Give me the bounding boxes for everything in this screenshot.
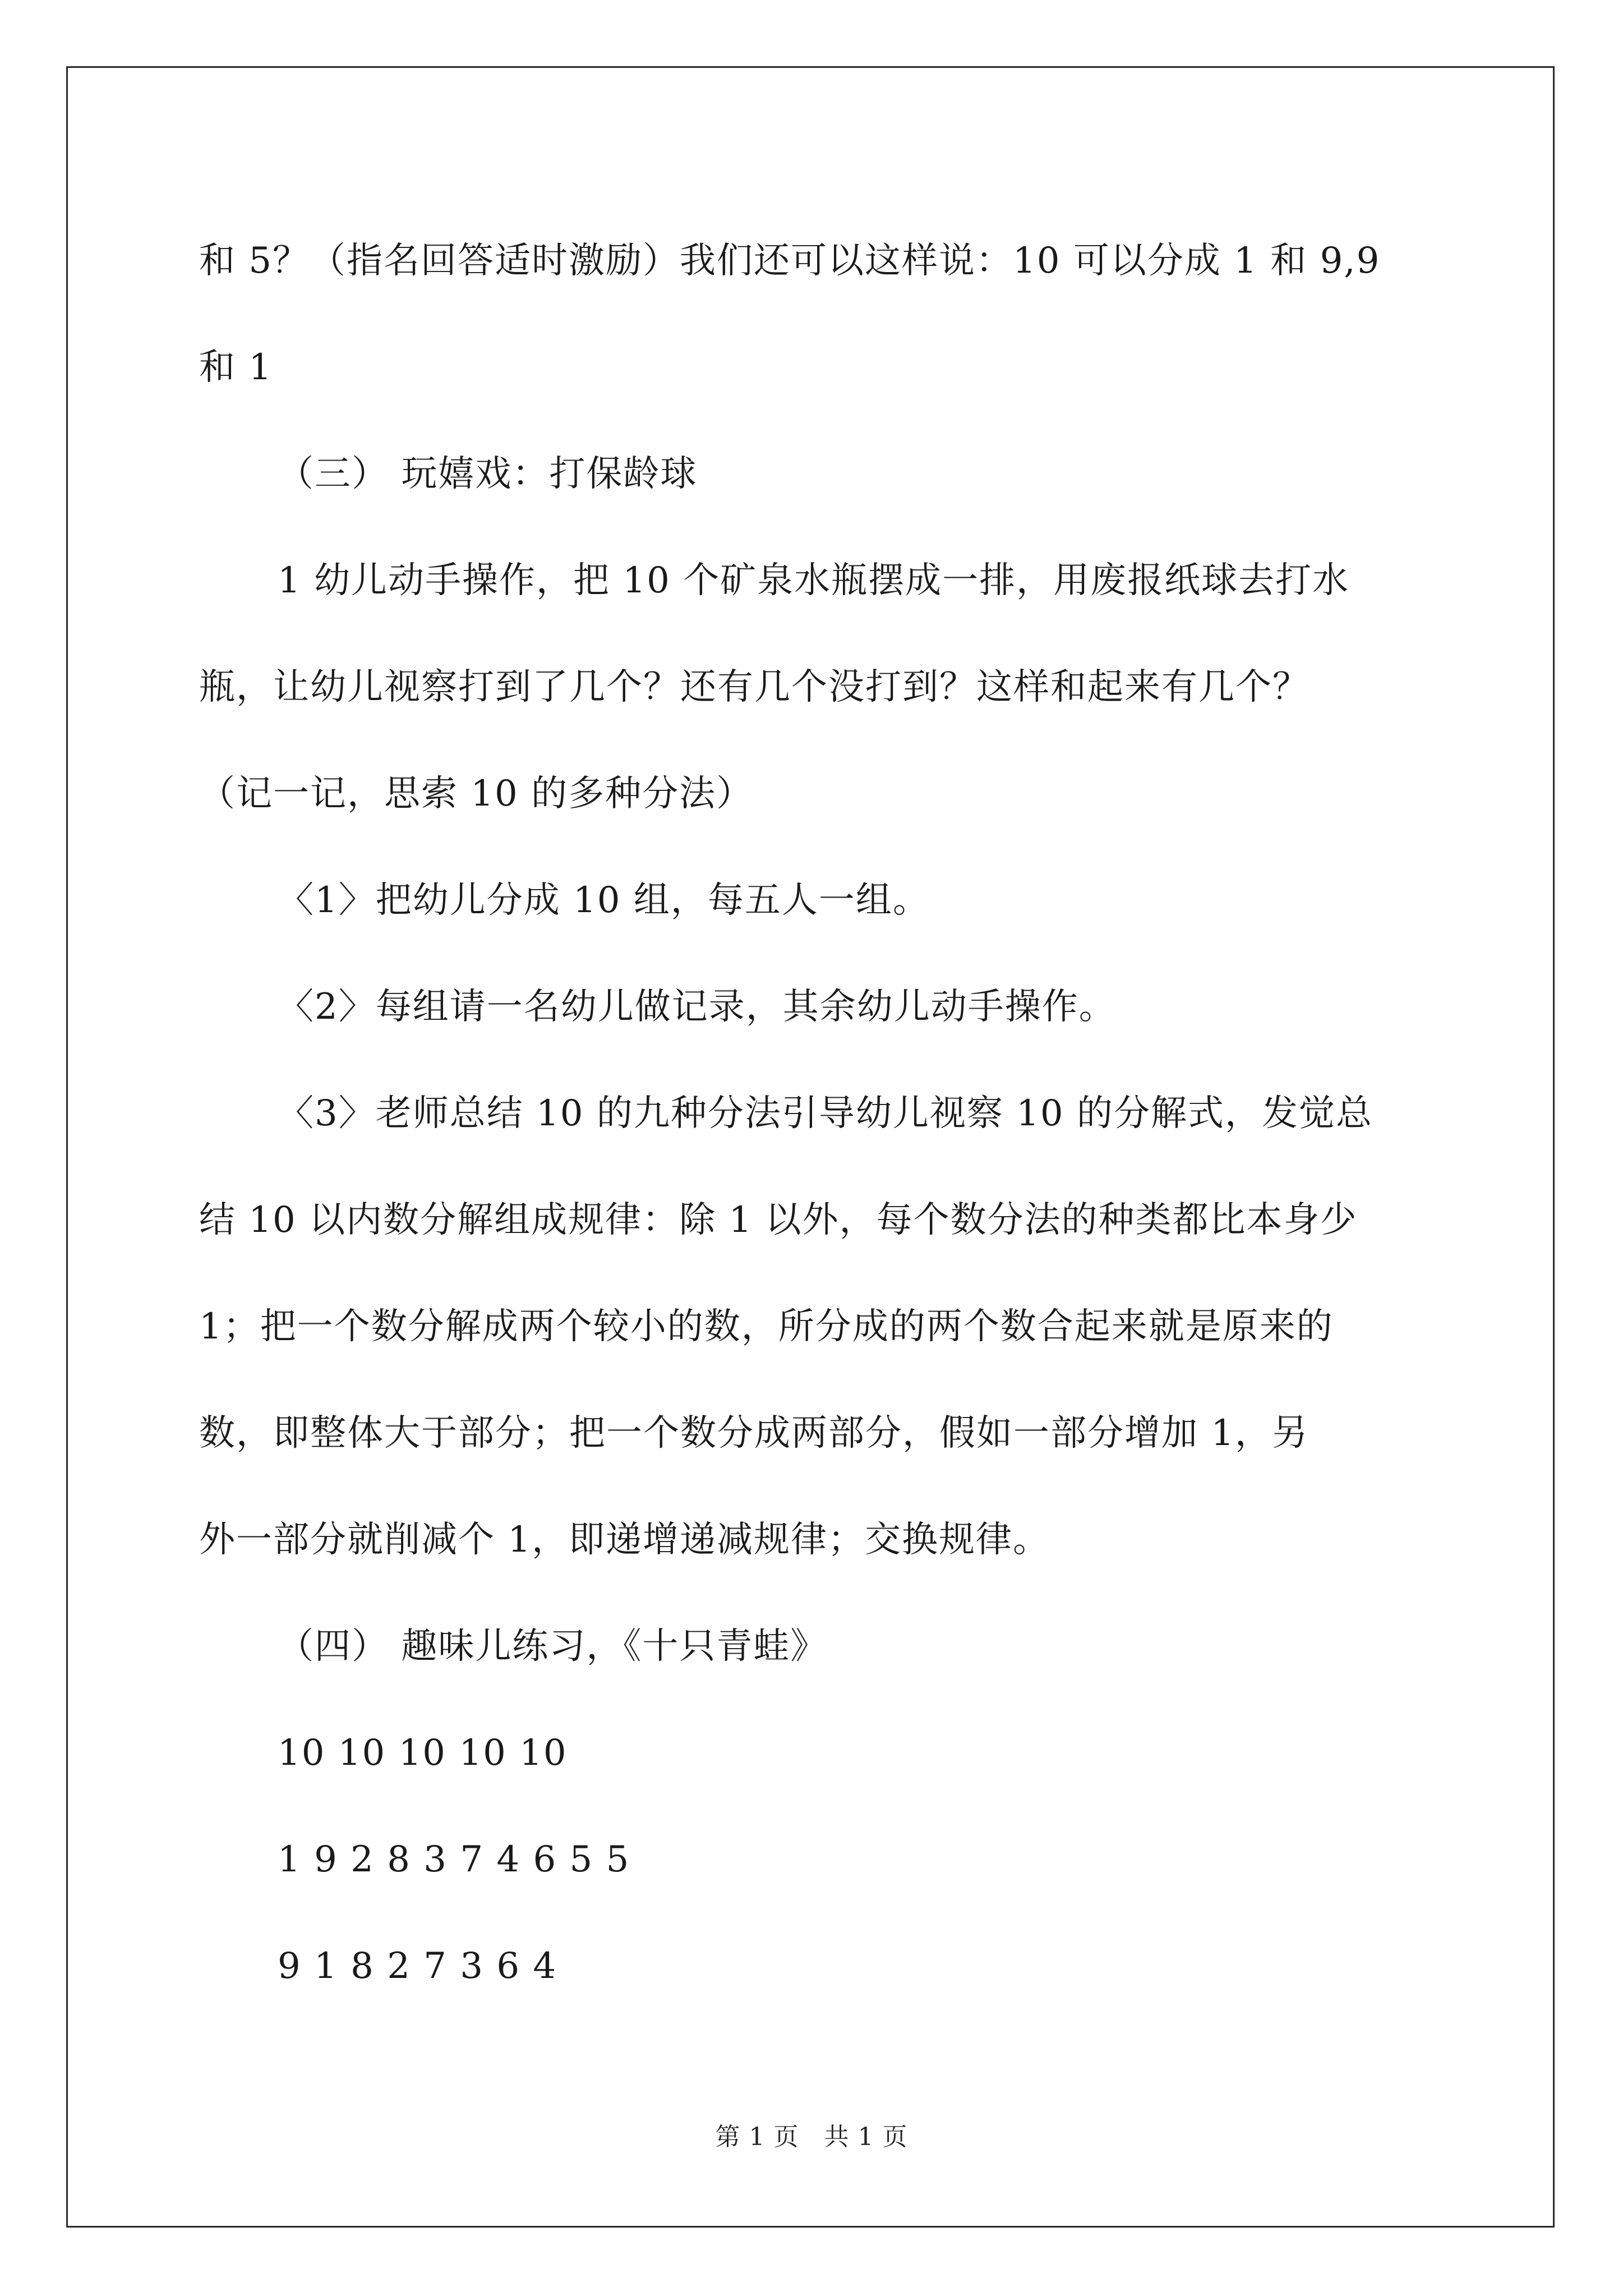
document-body [199,208,1450,2019]
text-line: （记一记，思索 10 的多种分法） [199,773,754,815]
number-row: 1 9 2 8 3 7 4 6 5 5 [278,1839,630,1880]
text-line: 1；把一个数分解成两个较小的数，所分成的两个数合起来就是原来的 [199,1306,1334,1347]
text-line: 和 5？（指名回答适时激励）我们还可以这样说：10 可以分成 1 和 9,9 [199,240,1381,282]
text-line: 1 幼儿动手操作，把 10 个矿泉水瓶摆成一排，用废报纸球去打水 [278,560,1350,601]
text-line: 和 1 [199,347,273,388]
section-heading: （四） 趣味儿练习，《十只青蛙》 [278,1626,828,1667]
text-line: 〈3〉老师总结 10 的九种分法引导幼儿视察 10 的分解式，发觉总 [278,1093,1373,1134]
section-heading: （三） 玩嬉戏：打保龄球 [278,453,698,495]
text-line: 外一部分就削减个 1，即递增递减规律；交换规律。 [199,1519,1050,1561]
text-line: 〈1〉把幼儿分成 10 组，每五人一组。 [278,880,930,921]
text-line: 数，即整体大于部分；把一个数分成两部分，假如一部分增加 1，另 [199,1412,1310,1454]
text-line: 结 10 以内数分解组成规律：除 1 以外，每个数分法的种类都比本身少 [199,1199,1358,1241]
text-line: 瓶，让幼儿视察打到了几个？还有几个没打到？这样和起来有几个？ [199,666,1310,708]
text-line: 〈2〉每组请一名幼儿做记录，其余幼儿动手操作。 [278,986,1116,1028]
number-row: 10 10 10 10 10 [278,1732,568,1774]
page-footer: 第 1 页 共 1 页 [715,2123,908,2151]
number-row: 9 1 8 2 7 3 6 4 [278,1945,557,1987]
